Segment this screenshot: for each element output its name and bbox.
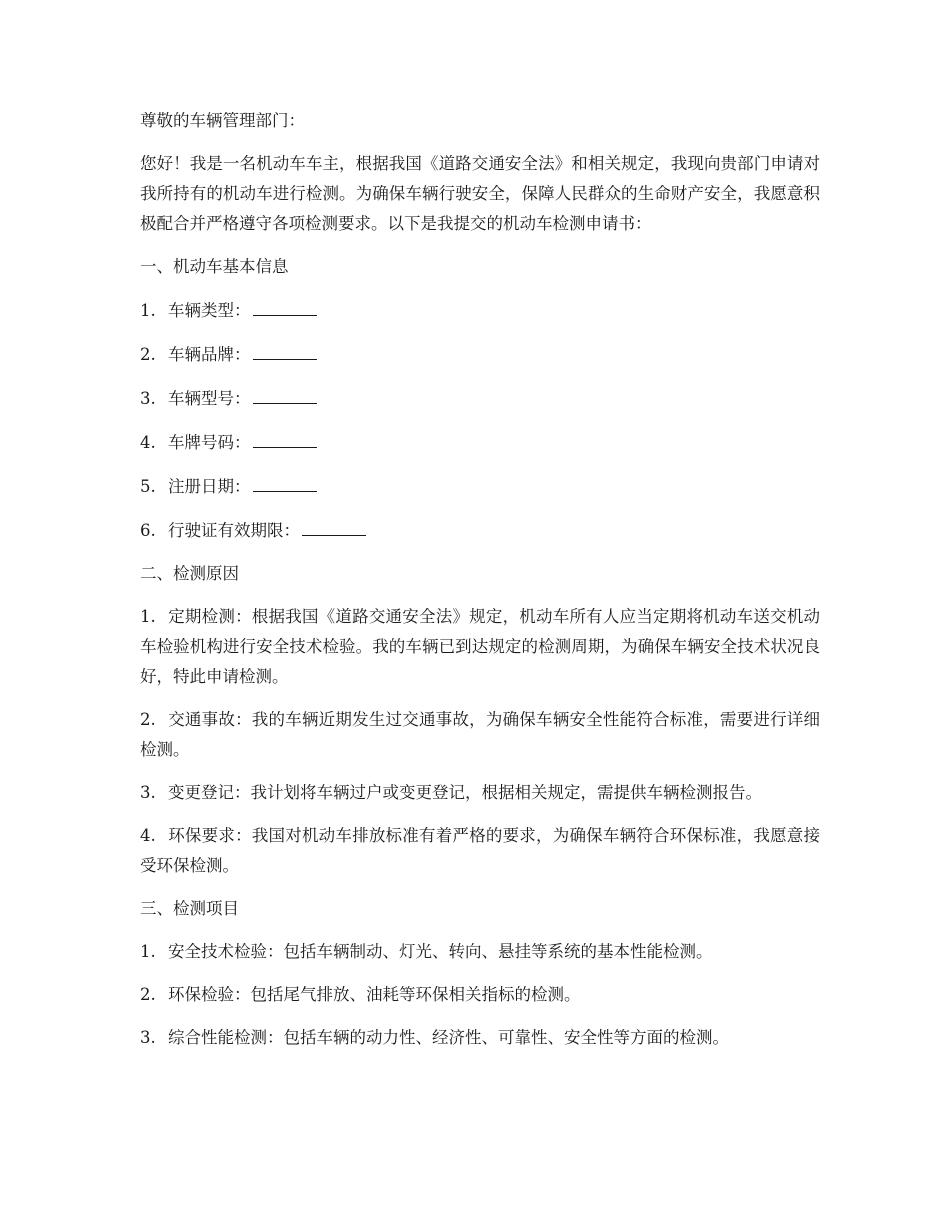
field-label: 行驶证有效期限： — [168, 521, 300, 540]
item-text: 定期检测：根据我国《道路交通安全法》规定，机动车所有人应当定期将机动车送交机动车检验机构进行安全技术检验。我的车辆已到达规定的检测周期，为确保车辆安全技术状况良好，特此申请检测。 — [140, 607, 820, 686]
field-registration-date — [140, 471, 820, 502]
field-plate-number — [140, 427, 820, 458]
item-text: 变更登记：我计划将车辆过户或变更登记，根据相关规定，需提供车辆检测报告。 — [168, 783, 762, 802]
field-vehicle-model — [140, 383, 820, 414]
blank-line[interactable] — [302, 515, 366, 536]
item-text: 综合性能检测：包括车辆的动力性、经济性、可靠性、安全性等方面的检测。 — [168, 1028, 729, 1047]
item-text: 环保要求：我国对机动车排放标准有着严格的要求，为确保车辆符合环保标准，我愿意接受环保检测。 — [140, 826, 820, 875]
blank-line[interactable] — [253, 471, 317, 492]
item-number: 3. — [140, 1028, 156, 1047]
inspection-reasons — [140, 602, 820, 881]
blank-line[interactable] — [253, 295, 317, 316]
field-label: 车牌号码： — [168, 433, 251, 452]
field-label: 注册日期： — [168, 477, 251, 496]
field-label: 车辆品牌： — [168, 345, 251, 364]
field-number: 6. — [140, 521, 156, 540]
blank-line[interactable] — [253, 339, 317, 360]
field-label: 车辆型号： — [168, 389, 251, 408]
item-number: 1. — [140, 942, 156, 961]
item-number: 2. — [140, 710, 156, 729]
item-number: 4. — [140, 826, 156, 845]
section-1-heading: 一、机动车基本信息 — [140, 257, 289, 276]
item-text: 安全技术检验：包括车辆制动、灯光、转向、悬挂等系统的基本性能检测。 — [168, 942, 713, 961]
field-label: 车辆类型： — [168, 301, 251, 320]
blank-line[interactable] — [253, 383, 317, 404]
section-3-heading: 三、检测项目 — [140, 899, 239, 918]
item-number: 2. — [140, 985, 156, 1004]
field-vehicle-type — [140, 295, 820, 326]
intro-paragraph: 您好！我是一名机动车车主，根据我国《道路交通安全法》和相关规定，我现向贵部门申请对我所持有的机动车进行检测。为确保车辆行驶安全，保障人民群众的生命财产安全，我愿意积极配合并严格遵守各项检测要求。以下是我提交的机动车检测申请书： — [140, 154, 820, 233]
field-number: 3. — [140, 389, 156, 408]
item-text: 环保检验：包括尾气排放、油耗等环保相关指标的检测。 — [168, 985, 581, 1004]
field-number: 5. — [140, 477, 156, 496]
item-text: 交通事故：我的车辆近期发生过交通事故，为确保车辆安全性能符合标准，需要进行详细检测。 — [140, 710, 820, 759]
item-number: 3. — [140, 783, 156, 802]
list-item — [140, 980, 820, 1010]
blank-line[interactable] — [253, 427, 317, 448]
field-vehicle-brand — [140, 339, 820, 370]
list-item — [140, 602, 820, 692]
field-number: 4. — [140, 433, 156, 452]
list-item — [140, 705, 820, 765]
list-item — [140, 821, 820, 881]
inspection-items — [140, 937, 820, 1053]
list-item — [140, 1023, 820, 1053]
field-number: 1. — [140, 301, 156, 320]
document-body — [140, 106, 820, 1066]
field-number: 2. — [140, 345, 156, 364]
list-item — [140, 778, 820, 808]
vehicle-info-fields — [140, 295, 820, 546]
section-2-heading: 二、检测原因 — [140, 564, 239, 583]
list-item — [140, 937, 820, 967]
salutation: 尊敬的车辆管理部门： — [140, 111, 305, 130]
item-number: 1. — [140, 607, 156, 626]
field-license-validity — [140, 515, 820, 546]
